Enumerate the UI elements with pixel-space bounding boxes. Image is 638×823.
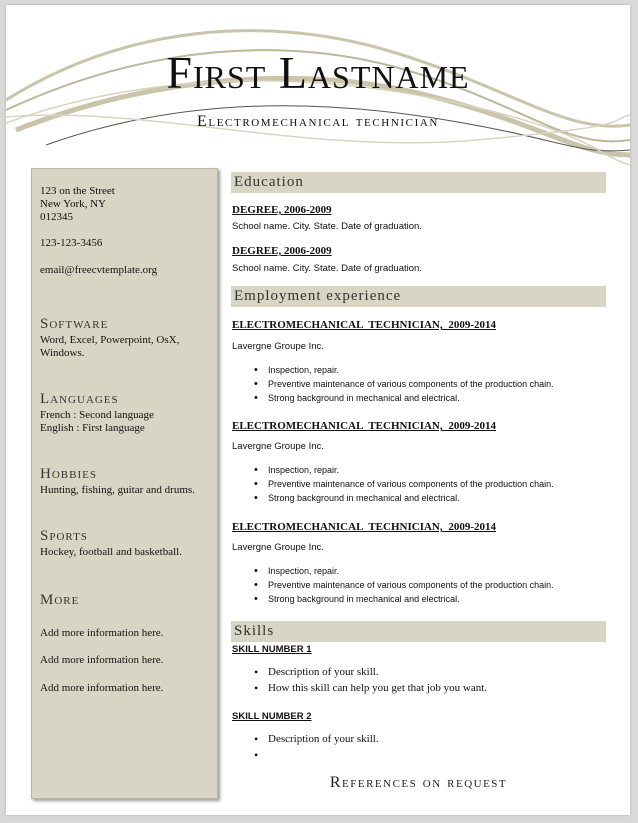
job-bullet: • Strong background in mechanical and electrical.	[232, 391, 554, 405]
languages-heading: Languages	[40, 391, 119, 407]
degree-detail: School name. City. State. Date of graduation.	[232, 263, 422, 274]
references-note: References on request	[329, 774, 508, 791]
software-heading: Software	[40, 316, 109, 332]
contact-phone: 123-123-3456	[40, 237, 103, 249]
more-item: Add more information here.	[40, 627, 164, 639]
skills-section-header	[231, 621, 606, 642]
degree-title: DEGREE, 2006-2009	[232, 204, 332, 216]
contact-email: email@freecvtemplate.org	[40, 264, 158, 276]
skill-bullet: • How this skill can help you get that job you want.	[232, 680, 487, 696]
sidebar-panel	[31, 168, 218, 799]
job-title: ELECTROMECHANICAL TECHNICIAN, 2009-2014	[232, 319, 497, 331]
sports-heading: Sports	[40, 528, 88, 544]
contact-street: 123 on the Street	[40, 185, 115, 197]
education-heading: Education	[234, 174, 304, 190]
job-company: Lavergne Groupe Inc.	[232, 542, 324, 553]
skill-bullet: • Description of your skill.	[232, 731, 379, 747]
job-bullet: • Inspection, repair.	[232, 463, 554, 477]
hobbies-text: Hunting, fishing, guitar and drums.	[40, 484, 195, 496]
degree-title: DEGREE, 2006-2009	[232, 245, 332, 257]
skill-bullet: • Description of your skill.	[232, 664, 487, 680]
more-item: Add more information here.	[40, 654, 164, 666]
job-bullet: • Strong background in mechanical and electrical.	[232, 491, 554, 505]
job-title: ELECTROMECHANICAL TECHNICIAN, 2009-2014	[232, 420, 497, 432]
education-section-header	[231, 172, 606, 193]
job-bullet: • Inspection, repair.	[232, 363, 554, 377]
sports-text: Hockey, football and basketball.	[40, 546, 182, 558]
degree-detail: School name. City. State. Date of graduation.	[232, 221, 422, 232]
software-text: Word, Excel, Powerpoint, OsX, Windows.	[40, 334, 180, 359]
employment-section-header	[231, 286, 606, 307]
resume-page	[6, 5, 630, 815]
more-heading: More	[40, 592, 80, 608]
employment-heading: Employment experience	[234, 288, 402, 304]
candidate-title: Electromechanical technician	[197, 113, 439, 130]
job-bullet: • Inspection, repair.	[232, 564, 554, 578]
job-bullet: • Preventive maintenance of various components of the production chain.	[232, 377, 554, 391]
job-company: Lavergne Groupe Inc.	[232, 341, 324, 352]
contact-zip: 012345	[40, 211, 73, 223]
skill-bullets	[232, 731, 379, 763]
skill-bullets	[232, 664, 487, 696]
contact-city: New York, NY	[40, 198, 107, 210]
job-bullet: • Preventive maintenance of various components of the production chain.	[232, 477, 554, 491]
skills-heading: Skills	[234, 623, 275, 639]
job-title: ELECTROMECHANICAL TECHNICIAN, 2009-2014	[232, 521, 497, 533]
language-item: English : First language	[40, 422, 145, 434]
job-bullets	[232, 363, 554, 405]
job-bullets	[232, 564, 554, 606]
more-item: Add more information here.	[40, 682, 164, 694]
job-company: Lavergne Groupe Inc.	[232, 441, 324, 452]
job-bullet: • Preventive maintenance of various components of the production chain.	[232, 578, 554, 592]
job-bullets	[232, 463, 554, 505]
hobbies-heading: Hobbies	[40, 466, 97, 482]
skill-bullet	[232, 747, 379, 763]
language-item: French : Second language	[40, 409, 154, 421]
skill-name: SKILL NUMBER 2	[232, 711, 312, 722]
job-bullet: • Strong background in mechanical and electrical.	[232, 592, 554, 606]
skill-name: SKILL NUMBER 1	[232, 644, 312, 655]
candidate-name: First Lastname	[166, 47, 470, 98]
